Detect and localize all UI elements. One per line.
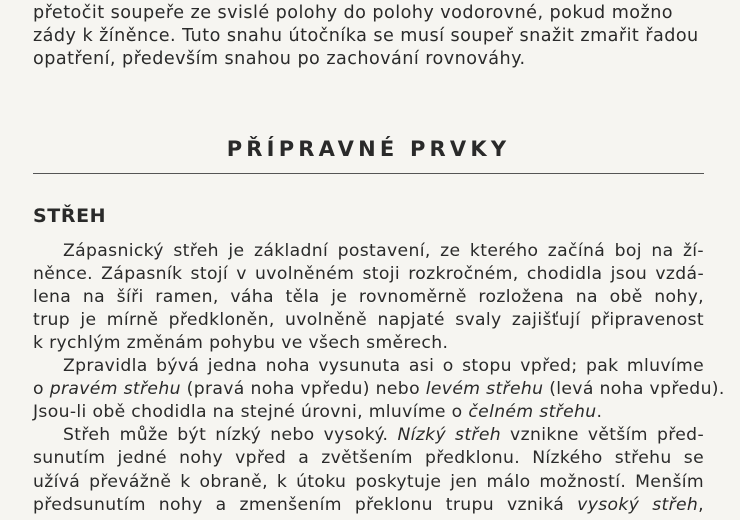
body-line: sunutím jedné nohy vpřed a zvětšením předklonu. Nízkého střehu se (33, 448, 704, 469)
body-line: Zpravidla bývá jedna noha vysunuta asi o stopu vpřed; pak mluvíme (63, 356, 704, 377)
section-title: PŘÍPRAVNÉ PRVKY (226, 136, 511, 161)
text-run: předsunutím nohy a zmenšením překlonu trupu vzniká (33, 494, 578, 515)
intro-line: přetočit soupeře ze svislé polohy do polohy vodorovné, pokud možno (33, 3, 674, 23)
text-run: , (698, 494, 704, 515)
subsection-title: STŘEH (33, 204, 107, 227)
text-run: (pravá noha vpředu) nebo (180, 379, 426, 400)
body-line: lena na šíři ramen, váha těla je rovnoměrně rozložena na obě nohy, (33, 286, 704, 307)
body-line: Zápasnický střeh je základní postavení, ze kterého začíná boj na ží- (63, 240, 704, 261)
text-run: vzniknе větším před- (501, 425, 704, 446)
body-text (33, 240, 725, 517)
text-run: Jsou-li obě chodidla na stejné úrovni, mluvíme o (33, 402, 469, 423)
text-run: Střeh může být nízký nebo vysoký. (63, 425, 398, 446)
body-line (33, 401, 704, 424)
body-line (33, 424, 704, 447)
body-line: k rychlým změnám pohybu ve všech směrech. (33, 332, 449, 353)
intro-line: opatření, především snahou po zachování rovnováhy. (33, 49, 526, 70)
text-run: o (33, 379, 50, 400)
body-line: trup je mírně předkloněn, uvolněně napjaté svaly zajišťují připravenost (33, 309, 704, 330)
term-right-guard: pravém střehu (49, 379, 181, 400)
body-line: užívá převážně k obraně, k útoku poskytuje jen málo možností. Menším (33, 471, 704, 492)
text-run: (levá noha vpředu). (543, 379, 725, 400)
body-line: něnce. Zápasník stojí v uvolněném stoji rozkročném, chodidla jsou vzdá- (33, 263, 704, 284)
term-high-guard: vysoký střeh (577, 494, 699, 515)
term-frontal-guard: čelném střehu (468, 402, 597, 423)
intro-line: zády k žíněnce. Tuto snahu útočníka se musí soupeř snažit zmařit řadou (33, 26, 699, 47)
body-line (33, 494, 704, 517)
intro-paragraph (33, 0, 704, 72)
term-low-guard: Nízký střeh (397, 425, 501, 446)
section-divider (33, 173, 704, 174)
body-line (33, 378, 725, 401)
text-run: . (596, 402, 603, 423)
term-left-guard: levém střehu (425, 379, 544, 400)
